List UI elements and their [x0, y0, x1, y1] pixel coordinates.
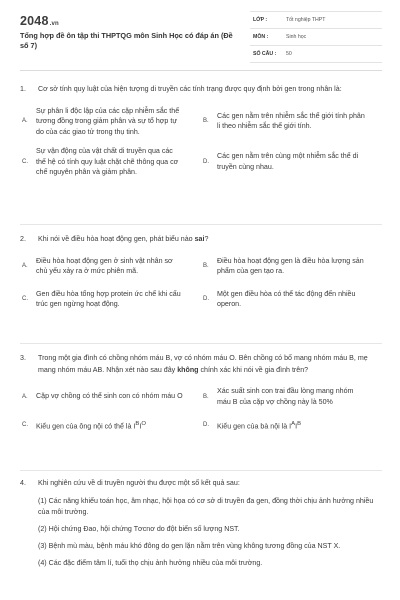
option-letter: D.	[203, 296, 209, 302]
option-text: Xác suất sinh con trai đầu lòng mang nhóm máu B của cặp vợ chồng này là 50%	[217, 387, 354, 406]
logo-main: 2048	[20, 14, 49, 28]
option-letter: A.	[22, 118, 28, 125]
question-stem: Khi nghiên cứu về di truyền người thu được một số kết quả sau:	[38, 479, 240, 487]
options	[20, 386, 382, 432]
meta-row-subject	[250, 29, 382, 46]
meta-value: Sinh học	[286, 34, 307, 40]
question-stem: Trong một gia đình có chồng nhóm máu B, vợ có nhóm máu O. Bên chồng có bố mang nhóm máu B, mẹ mang nhóm máu AB. Nhận xét nào sau đây không chính xác khi nói về gia đình trên?	[38, 354, 368, 374]
option-d[interactable]	[201, 289, 382, 310]
emphasis: sai	[194, 235, 205, 243]
option-b[interactable]	[201, 106, 382, 138]
meta-label: SỐ CÂU :	[253, 51, 277, 57]
option-letter: C.	[22, 158, 28, 165]
question-number: 2.	[20, 235, 26, 243]
statement-1: (1) Các năng khiếu toán học, âm nhạc, hội họa có cơ sở di truyền đa gen, đồng thời chịu ảnh hưởng nhiều của môi trường.	[38, 496, 374, 516]
statement-3: (3) Bệnh mù màu, bệnh máu khó đông do gen lặn nằm trên vùng không tương đồng của NST X.	[38, 541, 341, 550]
option-text: Sự vận động của vật chất di truyền qua các thế hệ có tính quy luật chặt chẽ thông qua cơ chế nguyên phân và giảm phân.	[36, 147, 179, 176]
option-text: Sự phân li độc lập của các cặp nhiễm sắc thể tương đồng trong giảm phân và sự tổ hợp tự do của các giao tử trong thụ tinh.	[36, 106, 180, 136]
option-letter: C.	[22, 296, 28, 302]
option-b[interactable]	[201, 256, 382, 277]
option-text: Gen điều hòa tổng hợp protein ức chế khi cấu trúc gen ngừng hoạt động.	[36, 289, 181, 308]
option-a[interactable]	[20, 106, 201, 138]
option-text: Cặp vợ chồng có thể sinh con có nhóm máu O	[36, 392, 183, 401]
divider	[20, 470, 382, 471]
option-d[interactable]	[201, 146, 382, 178]
option-letter: D.	[203, 158, 209, 165]
option-b[interactable]	[201, 386, 382, 407]
option-letter: B.	[203, 263, 209, 269]
option-text: Điều hòa hoạt động gen ở sinh vật nhân sơ chủ yếu xảy ra ở mức phiên mã.	[36, 256, 173, 275]
option-letter: A.	[22, 263, 28, 269]
option-letter: A.	[22, 393, 28, 400]
option-text: Điều hòa hoạt động gen là điều hòa lượng sản phẩm của gen tạo ra.	[217, 256, 364, 275]
question-4	[20, 478, 382, 569]
option-letter: D.	[203, 422, 209, 429]
statement-4: (4) Các đặc điểm tâm lí, tuổi thọ chịu ảnh hưởng nhiều của môi trường.	[38, 558, 263, 567]
option-text: Các gen nằm trên cùng một nhiễm sắc thể di truyền cùng nhau.	[217, 152, 359, 171]
exam-meta	[250, 11, 382, 63]
option-letter: C.	[22, 422, 28, 429]
meta-row-class	[250, 11, 382, 29]
question-stem: Cơ sở tính quy luật của hiện tượng di truyền các tính trạng được quy định bởi gen trong nhân là:	[38, 85, 342, 93]
option-c[interactable]	[20, 289, 201, 310]
question-stem: Khi nói về điều hòa hoạt động gen, phát biểu nào sai?	[38, 235, 209, 243]
option-text: Một gen điều hòa có thể tác động đến nhiều operon.	[217, 289, 356, 308]
question-2	[20, 234, 382, 310]
question-number: 1.	[20, 85, 26, 93]
question-1	[20, 84, 382, 178]
question-number: 4.	[20, 479, 26, 487]
options	[20, 256, 382, 310]
option-text: Kiểu gen của bà nội là $I^AI^B$	[217, 421, 302, 431]
option-d[interactable]	[201, 419, 382, 432]
emphasis: không	[177, 365, 199, 374]
meta-row-count	[250, 46, 382, 63]
option-letter: B.	[203, 118, 209, 125]
divider	[20, 70, 382, 71]
question-3	[20, 353, 382, 432]
meta-value: Tốt nghiệp THPT	[286, 17, 326, 23]
divider	[20, 343, 382, 344]
meta-value: 50	[286, 51, 292, 57]
meta-label: LỚP :	[253, 17, 268, 23]
page-title: Tổng hợp đề ôn tập thi THPTQG môn Sinh Học có đáp án (Đề số 7)	[20, 31, 233, 50]
meta-label: MÔN :	[253, 34, 269, 40]
logo-tld: .vn	[49, 21, 59, 27]
option-c[interactable]	[20, 419, 201, 432]
option-text: Kiểu gen của ông nội có thể là $I^BI^O$	[36, 421, 146, 431]
question-number: 3.	[20, 354, 26, 362]
site-logo[interactable]	[20, 14, 59, 28]
options	[20, 106, 382, 178]
option-c[interactable]	[20, 146, 201, 178]
divider	[20, 224, 382, 225]
option-letter: B.	[203, 393, 209, 400]
option-a[interactable]	[20, 386, 201, 407]
option-a[interactable]	[20, 256, 201, 277]
option-text: Các gen nằm trên nhiễm sắc thể giới tính phân li theo nhiễm sắc thể giới tính.	[217, 111, 365, 131]
statement-2: (2) Hội chứng Đao, hội chứng Tơcnơ do đột biến số lượng NST.	[38, 524, 240, 533]
